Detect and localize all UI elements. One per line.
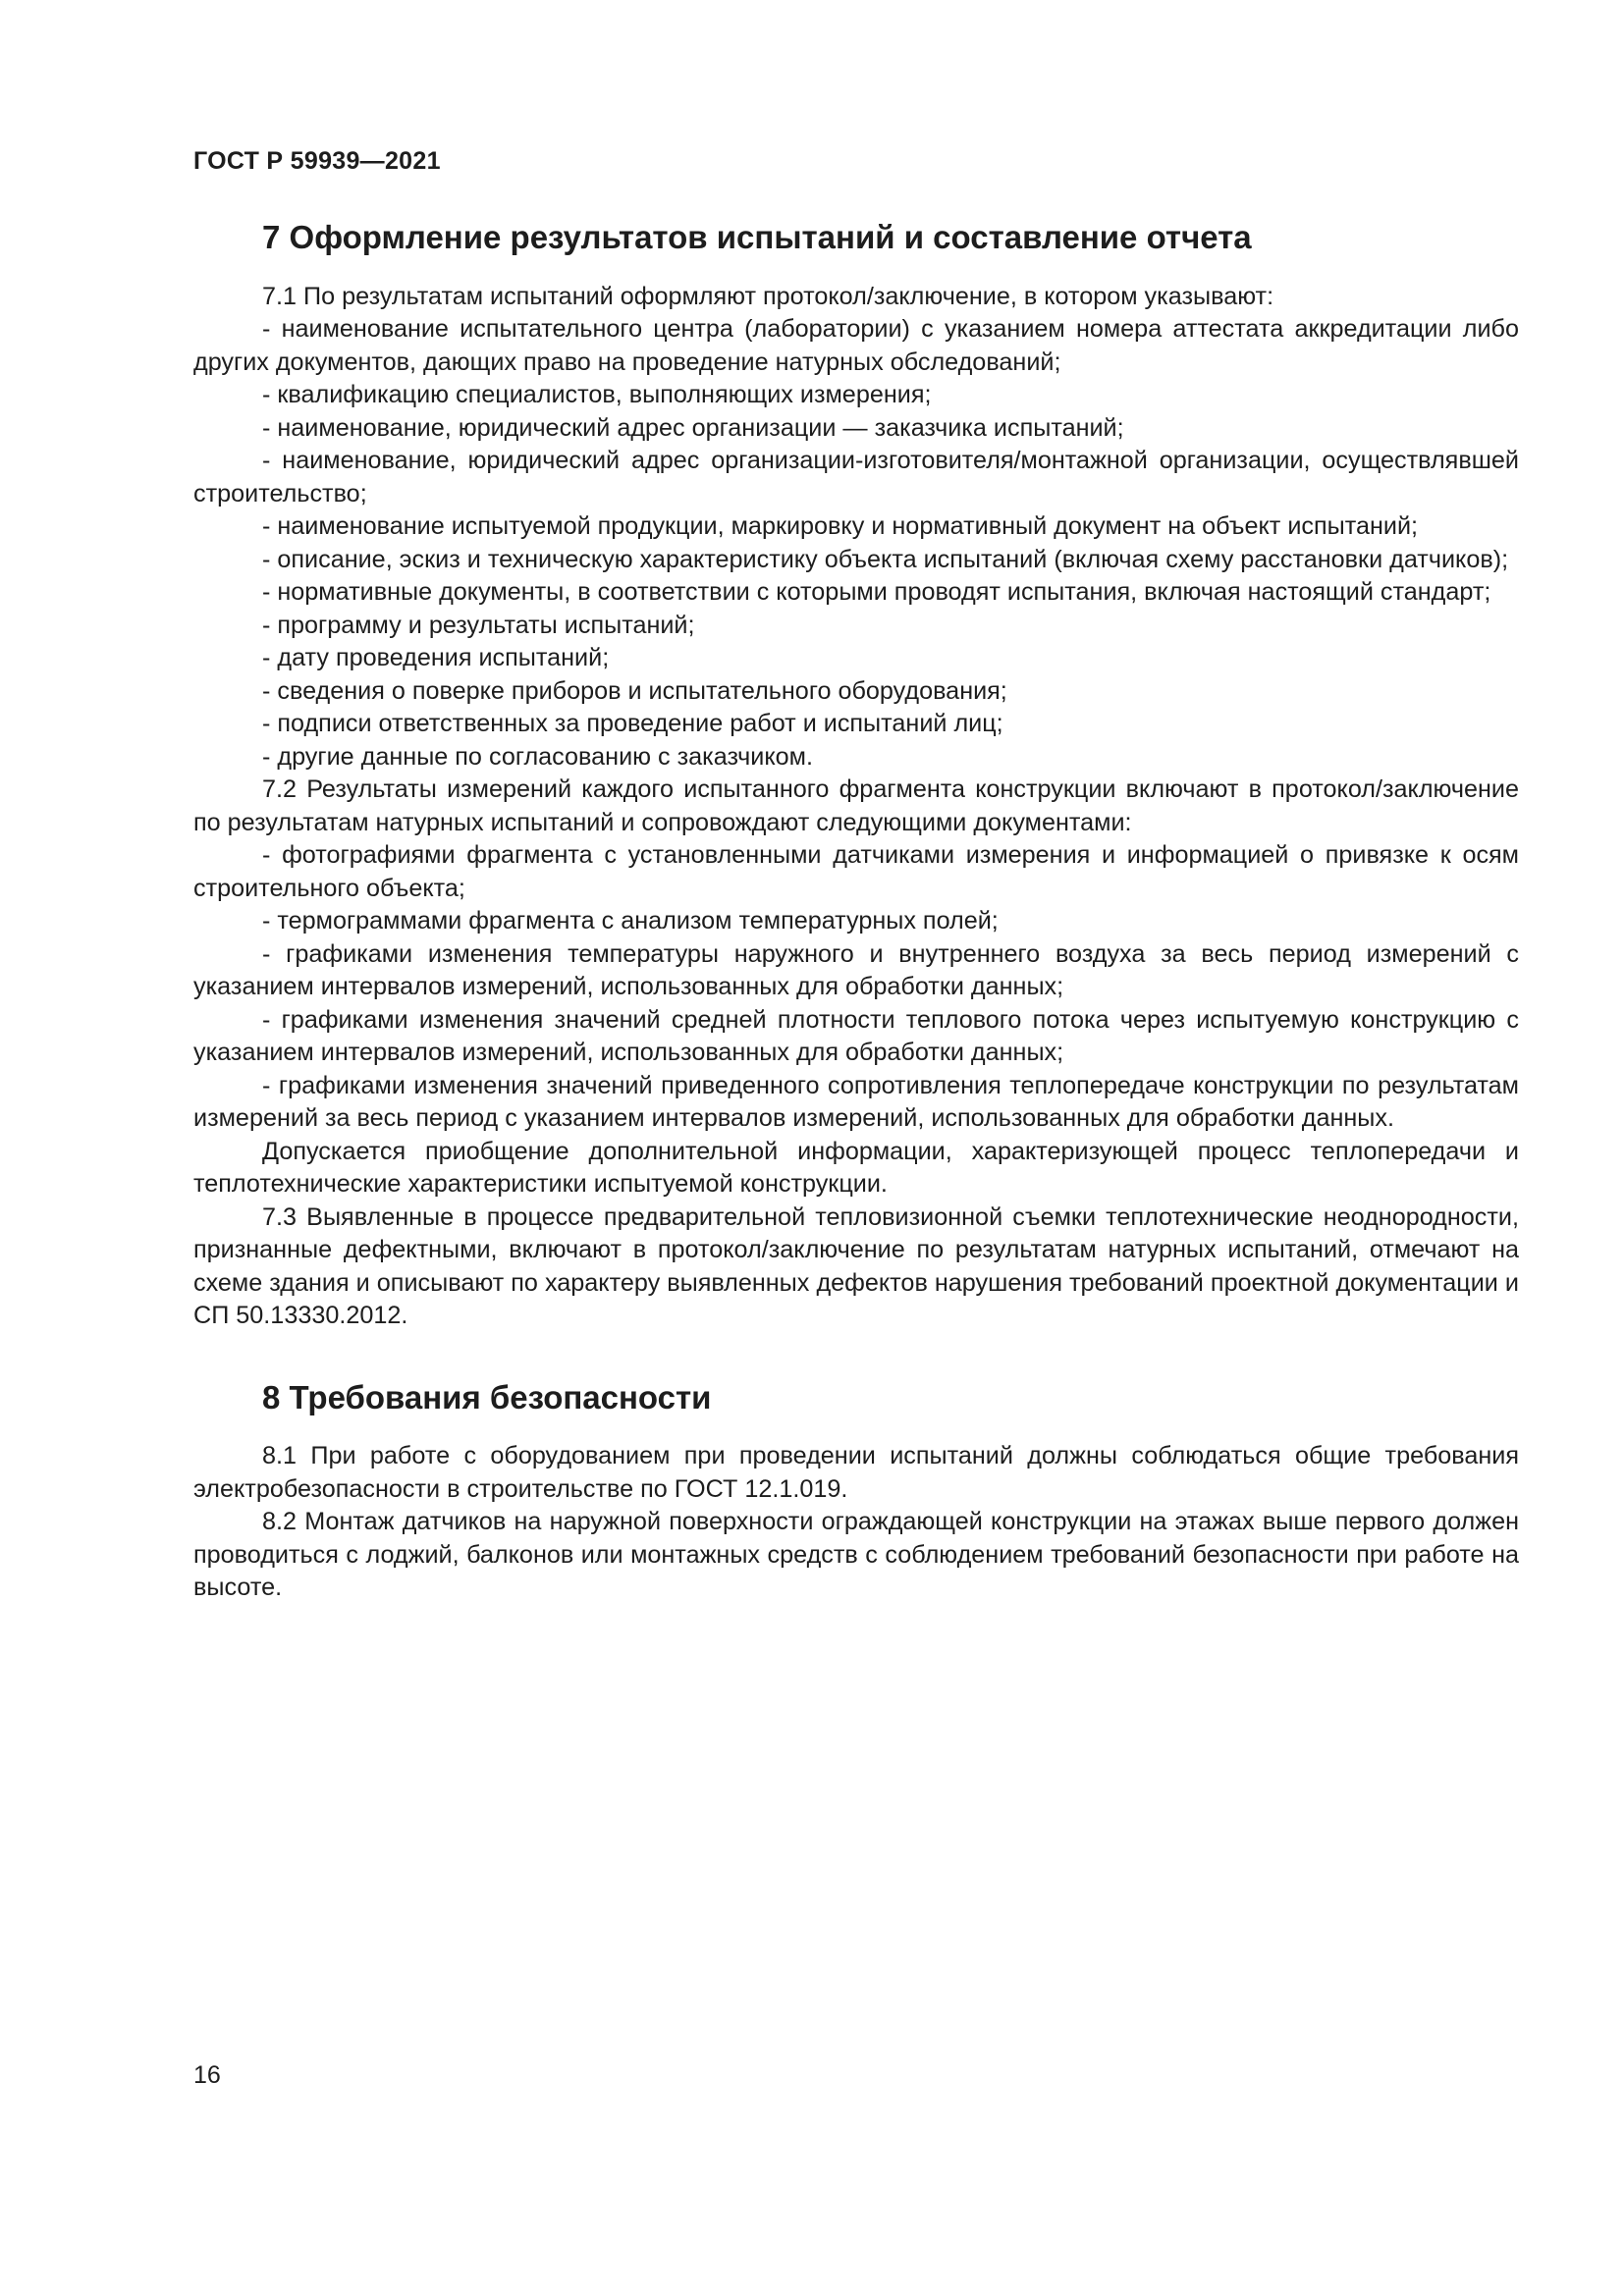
section-heading: 8 Требования безопасности (262, 1378, 712, 1415)
page-content (193, 218, 1519, 1605)
list-item: - нормативные документы, в соответствии с которыми проводят испытания, включая настоящий стандарт; (262, 578, 1491, 607)
list-item: - графиками изменения значений приведенного сопротивления теплопередаче конструкции по результатам измерений за весь период с указанием интервалов измерений, использованных для обработки данных. (193, 1071, 1519, 1133)
list-item: - термограммами фрагмента с анализом температурных полей; (262, 907, 999, 935)
list-item: - графиками изменения температуры наружного и внутреннего воздуха за весь период измерений с указанием интервалов измерений, использованных для обработки данных; (193, 939, 1519, 1001)
section-heading: 7 Оформление результатов испытаний и составление отчета (262, 219, 1252, 255)
list-item: - программу и результаты испытаний; (262, 611, 695, 639)
paragraph: Допускается приобщение дополнительной информации, характеризующей процесс теплопередачи и теплотехнические характеристики испытуемой конструкции. (193, 1137, 1519, 1199)
list-item: - наименование испытательного центра (лаборатории) с указанием номера аттестата аккредитации либо других документов, дающих право на проведение натурных обследований; (193, 315, 1519, 376)
list-item: - квалификацию специалистов, выполняющих измерения; (262, 381, 932, 409)
paragraph: 8.1 При работе с оборудованием при проведении испытаний должны соблюдаться общие требования электробезопасности в строительстве по ГОСТ 12.1.019. (193, 1442, 1519, 1503)
section-body (193, 1440, 1519, 1605)
document-code: ГОСТ Р 59939—2021 (193, 147, 441, 175)
page-number: 16 (193, 2061, 221, 2089)
paragraph: 7.2 Результаты измерений каждого испытанного фрагмента конструкции включают в протокол/заключение по результатам натурных испытаний и сопровождают следующими документами: (193, 775, 1519, 836)
list-item: - описание, эскиз и техническую характеристику объекта испытаний (включая схему расстановки датчиков); (262, 545, 1509, 573)
list-item: - другие данные по согласованию с заказчиком. (262, 742, 813, 771)
section-body (193, 281, 1519, 1333)
list-item: - графиками изменения значений средней плотности теплового потока через испытуемую конструкцию с указанием интервалов измерений, использованных для обработки данных; (193, 1005, 1519, 1067)
list-item: - подписи ответственных за проведение работ и испытаний лиц; (262, 710, 1003, 738)
paragraph: 8.2 Монтаж датчиков на наружной поверхности ограждающей конструкции на этажах выше первого должен проводиться с лоджий, балконов или монтажных средств с соблюдением требований безопасности при работе на высоте. (193, 1508, 1519, 1602)
list-item: - наименование, юридический адрес организации — заказчика испытаний; (262, 413, 1124, 442)
paragraph: 7.1 По результатам испытаний оформляют протокол/заключение, в котором указывают: (262, 282, 1274, 310)
list-item: - фотографиями фрагмента с установленными датчиками измерения и информацией о привязке к осям строительного объекта; (193, 841, 1519, 902)
paragraph: 7.3 Выявленные в процессе предварительной тепловизионной съемки теплотехнические неоднородности, признанные дефектными, включают в протокол/заключение по результатам натурных испытаний, отмечают на схеме здания и описывают по характеру выявленных дефектов нарушения требований проектной документации и СП 50.13330.2012. (193, 1202, 1519, 1330)
list-item: - сведения о поверке приборов и испытательного оборудования; (262, 676, 1007, 705)
list-item: - наименование, юридический адрес организации-изготовителя/монтажной организации, осуществлявшей строительство; (193, 447, 1519, 507)
list-item: - наименование испытуемой продукции, маркировку и нормативный документ на объект испытаний; (262, 512, 1419, 541)
list-item: - дату проведения испытаний; (262, 644, 610, 672)
